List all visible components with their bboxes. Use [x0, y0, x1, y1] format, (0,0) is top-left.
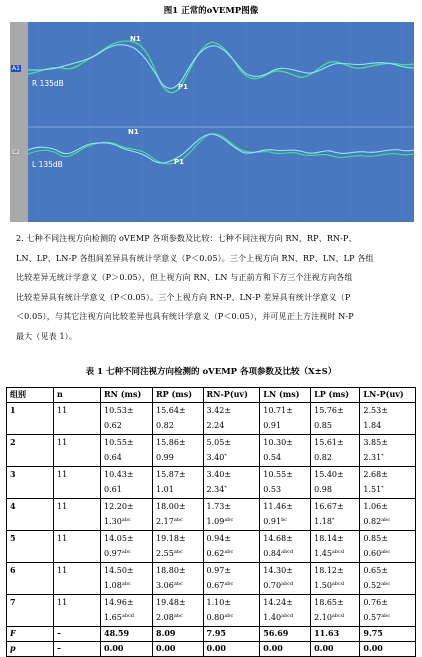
value-cell — [153, 403, 204, 435]
sd-value: 0.82 — [314, 453, 332, 462]
sd-value: 1.50 — [314, 581, 332, 590]
n-cell: 11 — [54, 403, 101, 435]
value-cell — [360, 435, 416, 467]
significance-mark: * — [224, 453, 227, 459]
value-cell — [153, 531, 204, 563]
group-cell: 7 — [7, 595, 54, 627]
mean-value: 15.76± — [314, 406, 344, 415]
mean-value: 15.64± — [156, 406, 186, 415]
value-cell — [203, 563, 260, 595]
sd-value: 1.51 — [363, 485, 382, 494]
significance-mark: * — [381, 485, 384, 491]
sd-value: 0.99 — [156, 453, 174, 462]
significance-mark: abcd — [281, 581, 294, 587]
significance-mark: abcd — [331, 581, 345, 587]
mean-value: 18.00± — [156, 502, 186, 511]
stat-label: p — [7, 642, 54, 657]
sd-value: 1.65 — [104, 613, 122, 622]
stat-value: 0.00 — [360, 642, 416, 657]
n-cell: 11 — [54, 595, 101, 627]
value-cell — [311, 435, 360, 467]
channel-sidebar — [10, 22, 28, 222]
stat-value: 0.00 — [311, 642, 360, 657]
table-title: 表 1 七种不同注视方向检测的 oVEMP 各项参数及比较（X±S） — [85, 367, 337, 377]
significance-mark: * — [331, 517, 335, 523]
header-cell: RN (ms) — [101, 388, 153, 403]
mean-value: 15.87± — [156, 470, 186, 479]
value-cell — [203, 595, 260, 627]
value-cell — [203, 467, 260, 499]
sd-value: 1.40 — [263, 613, 282, 622]
mean-value: 14.96± — [104, 598, 134, 607]
sd-value: 0.91 — [263, 517, 282, 526]
mean-value: 15.61± — [314, 438, 344, 447]
stat-value: 56.69 — [260, 627, 311, 642]
value-cell — [311, 467, 360, 499]
significance-mark: abcd — [281, 549, 294, 555]
value-cell — [311, 403, 360, 435]
sd-value: 2.24 — [206, 421, 225, 430]
significance-mark: abc — [224, 549, 234, 555]
table-row — [7, 467, 416, 499]
value-cell — [311, 531, 360, 563]
header-cell: n — [54, 388, 101, 403]
mean-value: 10.30± — [263, 438, 293, 447]
sd-value: 0.62 — [206, 549, 225, 558]
paragraph-line: 比较差异具有统计学意义（P＜0.05）。三个上视方向 RN-P、LN-P 差异具有统计学意义（P — [16, 292, 351, 302]
mean-value: 18.80± — [156, 566, 186, 575]
sd-value: 0.97 — [104, 549, 122, 558]
right-ear-label: R 135dB — [32, 79, 64, 88]
value-cell — [360, 595, 416, 627]
n1-bottom-label: N1 — [128, 128, 139, 136]
results-paragraph — [16, 229, 412, 346]
mean-value: 19.18± — [156, 534, 186, 543]
mean-value: 10.55± — [104, 438, 134, 447]
sd-value: 2.31 — [363, 453, 382, 462]
mean-value: 0.76± — [363, 598, 388, 607]
sd-value: 0.61 — [104, 485, 122, 494]
value-cell — [360, 563, 416, 595]
mean-value: 18.65± — [314, 598, 344, 607]
significance-mark: * — [381, 453, 384, 459]
sd-value: 0.91 — [263, 421, 282, 430]
mean-value: 3.40± — [206, 470, 232, 479]
value-cell — [203, 499, 260, 531]
table-row — [7, 435, 416, 467]
table-row — [7, 499, 416, 531]
value-cell — [260, 531, 311, 563]
stat-value: 0.00 — [260, 642, 311, 657]
sd-value: 2.08 — [156, 613, 174, 622]
stat-n: – — [54, 642, 101, 657]
value-cell — [101, 435, 153, 467]
significance-mark: abc — [224, 613, 234, 619]
value-cell — [101, 531, 153, 563]
mean-value: 18.12± — [314, 566, 344, 575]
value-cell — [153, 595, 204, 627]
f-row — [7, 627, 416, 642]
paragraph-line: LN、LP、LN-P 各组间差异具有统计学意义（P＜0.05）。三个上视方向 RN、RP、LN、LP 各组 — [16, 253, 374, 263]
value-cell — [203, 531, 260, 563]
group-cell: 3 — [7, 467, 54, 499]
sd-value: 1.01 — [156, 485, 174, 494]
sd-value: 0.70 — [263, 581, 282, 590]
header-cell: LN-P(uv) — [360, 388, 416, 403]
mean-value: 18.14± — [314, 534, 344, 543]
mean-value: 19.48± — [156, 598, 186, 607]
value-cell — [101, 563, 153, 595]
mean-value: 2.53± — [363, 406, 388, 415]
sd-value: 0.52 — [363, 581, 382, 590]
paragraph-line: ＜0.05），与其它注视方向比较差异也具有统计学意义（P＜0.05），并可见正上方注视时 N-P — [16, 312, 354, 321]
left-trace-cyan — [28, 134, 414, 163]
mean-value: 14.50± — [104, 566, 134, 575]
mean-value: 2.68± — [363, 470, 388, 479]
sd-value: 1.30 — [104, 517, 122, 526]
value-cell — [153, 499, 204, 531]
value-cell — [360, 499, 416, 531]
mean-value: 1.06± — [363, 502, 388, 511]
mean-value: 5.05± — [206, 438, 232, 447]
value-cell — [311, 563, 360, 595]
value-cell — [311, 595, 360, 627]
significance-mark: abc — [381, 549, 391, 555]
value-cell — [203, 403, 260, 435]
mean-value: 15.86± — [156, 438, 186, 447]
p-row — [7, 642, 416, 657]
mean-value: 14.30± — [263, 566, 293, 575]
value-cell — [311, 499, 360, 531]
p1-top-label: P1 — [178, 83, 189, 91]
significance-mark: abcd — [281, 613, 294, 619]
left-trace-green — [28, 134, 414, 164]
stat-value: 7.95 — [203, 627, 260, 642]
channel-c2-label: C2 — [12, 149, 21, 156]
significance-mark: abc — [224, 517, 234, 523]
sd-value: 0.84 — [263, 549, 282, 558]
sd-value: 0.62 — [104, 421, 122, 430]
sd-value: 0.60 — [363, 549, 382, 558]
left-ear-label: L 135dB — [32, 160, 63, 169]
significance-mark: abcd — [331, 613, 345, 619]
significance-mark: abc — [381, 581, 391, 587]
value-cell — [101, 499, 153, 531]
mean-value: 16.67± — [314, 502, 344, 511]
ovemp-waveform-figure — [10, 22, 414, 222]
sd-value: 2.10 — [314, 613, 332, 622]
significance-mark: abc — [121, 581, 131, 587]
stat-value: 0.00 — [153, 642, 204, 657]
value-cell — [260, 403, 311, 435]
value-cell — [153, 467, 204, 499]
header-cell: RN-P(uv) — [203, 388, 260, 403]
value-cell — [203, 435, 260, 467]
n1-top-label: N1 — [130, 35, 141, 43]
right-trace-cyan — [28, 45, 414, 89]
significance-mark: abc — [224, 581, 234, 587]
mean-value: 1.73± — [206, 502, 232, 511]
n-cell: 11 — [54, 467, 101, 499]
sd-value: 0.82 — [156, 421, 174, 430]
sd-value: 2.34 — [206, 485, 225, 494]
header-cell: LP (ms) — [311, 388, 360, 403]
stat-n: – — [54, 627, 101, 642]
n-cell: 11 — [54, 531, 101, 563]
sd-value: 1.84 — [363, 421, 382, 430]
mean-value: 14.24± — [263, 598, 293, 607]
value-cell — [360, 467, 416, 499]
significance-mark: abc — [173, 549, 183, 555]
table-header-row — [7, 388, 416, 403]
n-cell: 11 — [54, 499, 101, 531]
sd-value: 2.55 — [156, 549, 174, 558]
mean-value: 10.71± — [263, 406, 293, 415]
mean-value: 0.65± — [363, 566, 388, 575]
waveform-plot — [28, 22, 414, 222]
header-cell: LN (ms) — [260, 388, 311, 403]
significance-mark: abc — [381, 517, 391, 523]
mean-value: 0.94± — [206, 534, 232, 543]
n-cell: 11 — [54, 435, 101, 467]
group-cell: 5 — [7, 531, 54, 563]
stat-value: 48.59 — [101, 627, 153, 642]
mean-value: 10.43± — [104, 470, 134, 479]
value-cell — [260, 467, 311, 499]
value-cell — [260, 435, 311, 467]
table-row — [7, 403, 416, 435]
paragraph-line: 2. 七种不同注视方向检测的 oVEMP 各项参数及比较：七种不同注视方向 RN、RP、RN-P、 — [16, 234, 357, 243]
sd-value: 0.64 — [104, 453, 122, 462]
sd-value: 2.17 — [156, 517, 174, 526]
significance-mark: abcd — [331, 549, 345, 555]
value-cell — [153, 563, 204, 595]
sd-value: 3.06 — [156, 581, 174, 590]
sd-value: 3.40 — [206, 453, 225, 462]
sd-value: 1.09 — [206, 517, 225, 526]
significance-mark: abc — [121, 517, 131, 523]
table-row — [7, 531, 416, 563]
mean-value: 12.20± — [104, 502, 134, 511]
value-cell — [153, 435, 204, 467]
mean-value: 14.68± — [263, 534, 293, 543]
mean-value: 15.40± — [314, 470, 344, 479]
stat-value: 11.63 — [311, 627, 360, 642]
significance-mark: bc — [281, 517, 288, 523]
sd-value: 0.85 — [314, 421, 332, 430]
figure-title: 图1 正常的oVEMP图像 — [163, 6, 259, 16]
mean-value: 10.55± — [263, 470, 293, 479]
sd-value: 0.82 — [363, 517, 382, 526]
stat-value: 8.09 — [153, 627, 204, 642]
n-cell: 11 — [54, 563, 101, 595]
value-cell — [101, 467, 153, 499]
sd-value: 1.08 — [104, 581, 122, 590]
stat-value: 0.00 — [101, 642, 153, 657]
table-row — [7, 595, 416, 627]
sd-value: 0.57 — [363, 613, 382, 622]
ovemp-parameter-table — [6, 387, 416, 657]
mean-value: 1.10± — [206, 598, 232, 607]
mean-value: 10.53± — [104, 406, 134, 415]
mean-value: 0.85± — [363, 534, 388, 543]
significance-mark: abc — [173, 517, 183, 523]
mean-value: 11.46± — [263, 502, 293, 511]
mean-value: 3.85± — [363, 438, 388, 447]
sd-value: 0.54 — [263, 453, 282, 462]
plot-grid — [38, 22, 402, 222]
stat-value: 9.75 — [360, 627, 416, 642]
group-cell: 1 — [7, 403, 54, 435]
value-cell — [260, 499, 311, 531]
table-row — [7, 563, 416, 595]
mean-value: 0.97± — [206, 566, 232, 575]
value-cell — [260, 563, 311, 595]
significance-mark: abc — [173, 581, 183, 587]
mean-value: 3.42± — [206, 406, 232, 415]
p1-bottom-label: P1 — [174, 158, 185, 166]
significance-mark: abc — [173, 613, 183, 619]
value-cell — [260, 595, 311, 627]
paragraph-line: 最大（见表 1）。 — [16, 331, 77, 341]
value-cell — [360, 403, 416, 435]
significance-mark: abc — [381, 613, 391, 619]
sd-value: 0.67 — [206, 581, 225, 590]
stat-label: F — [7, 627, 54, 642]
header-cell: 组别 — [7, 388, 54, 403]
significance-mark: abcd — [121, 613, 134, 619]
value-cell — [360, 531, 416, 563]
sd-value: 0.53 — [263, 485, 282, 494]
channel-a1-label: A1 — [12, 65, 20, 72]
sd-value: 1.45 — [314, 549, 332, 558]
header-cell: RP (ms) — [153, 388, 204, 403]
stat-value: 0.00 — [203, 642, 260, 657]
value-cell — [101, 595, 153, 627]
significance-mark: * — [224, 485, 227, 491]
sd-value: 1.18 — [314, 517, 332, 526]
significance-mark: abc — [121, 549, 131, 555]
group-cell: 2 — [7, 435, 54, 467]
sd-value: 0.98 — [314, 485, 332, 494]
value-cell — [101, 403, 153, 435]
group-cell: 6 — [7, 563, 54, 595]
paragraph-line: 比较差异无统计学意义（P＞0.05），但上视方向 RN、LN 与正前方和下方三个注视方向各组 — [16, 273, 353, 282]
mean-value: 14.05± — [104, 534, 134, 543]
sd-value: 0.80 — [206, 613, 225, 622]
group-cell: 4 — [7, 499, 54, 531]
